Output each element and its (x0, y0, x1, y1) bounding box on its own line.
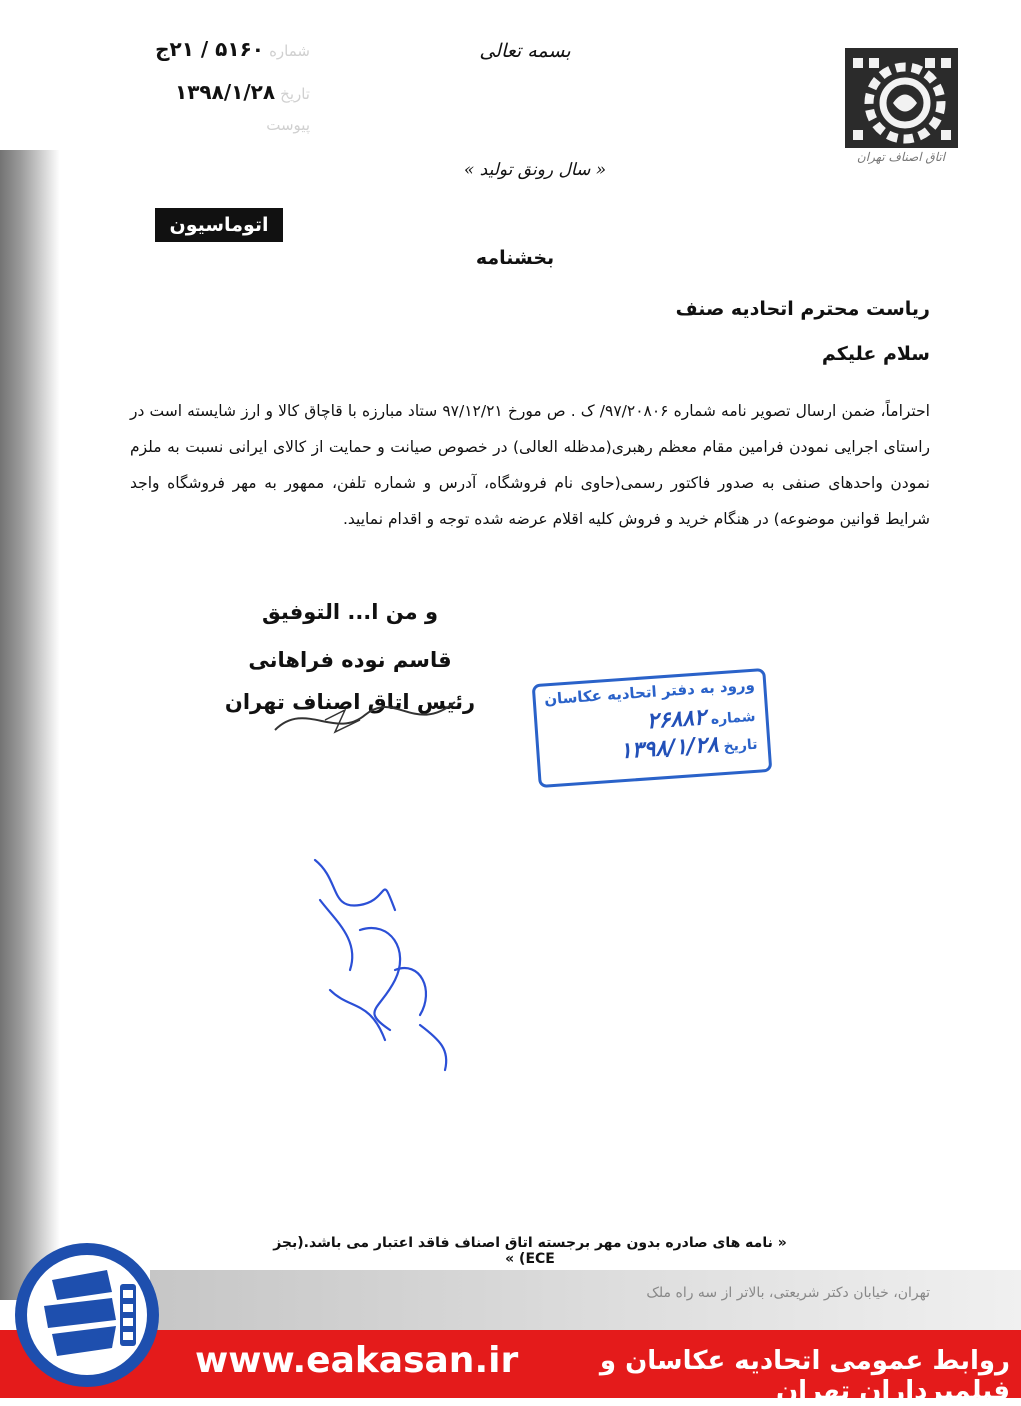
closing-phrase: و من ا... التوفیق (261, 600, 439, 624)
footer-address: تهران، خیابان دکتر شریعتی، بالاتر از سه راه ملک (646, 1285, 930, 1301)
stamp-number-value: ۲۶۸۸۲ (645, 705, 707, 735)
chamber-logo (845, 48, 958, 148)
date-value: ۱۳۹۸/۱/۲۸ (174, 80, 276, 104)
attachment-label: پیوست (266, 116, 310, 134)
website-link[interactable]: www.eakasan.ir (195, 1340, 519, 1381)
date-label: تاریخ (280, 85, 310, 103)
year-slogan: « سال رونق تولید » (463, 160, 607, 180)
scan-shadow (0, 150, 60, 1300)
letter-date (140, 80, 310, 104)
union-logo-icon (12, 1240, 162, 1390)
stamp-date-label: تاریخ (723, 736, 758, 756)
received-stamp (532, 668, 773, 788)
salutation: سلام علیکم (821, 343, 930, 365)
signer-name: قاسم نوده فراهانی (248, 648, 452, 672)
letter-attachment (140, 115, 310, 134)
number-value: ۵۱۶۰ / ۲۱ج (155, 37, 264, 61)
handwritten-signature (265, 690, 465, 745)
addressee: ریاست محترم اتحادیه صنف (675, 298, 930, 320)
stamp-date-value: ۱۳۹۸/۱/۲۸ (619, 732, 720, 765)
banner-organization: روابط عمومی اتحادیه عکاسان و فیلمبرداران تهران (599, 1346, 1010, 1406)
office-automation-tag: اتوماسیون اداری (155, 208, 283, 242)
page-title: بخشنامه (475, 247, 555, 269)
footer-note: « نامه های صادره بدون مهر برجسته اتاق اصناف فاقد اعتبار می باشد.(بجز ECE) » (273, 1235, 787, 1267)
stamp-title: ورود به دفتر اتحادیه عکاسان (543, 675, 756, 709)
stamp-number-label: شماره (710, 708, 757, 728)
bismillah: بسمه تعالی (479, 40, 571, 62)
number-label: شماره (269, 42, 310, 60)
handwritten-note (300, 850, 470, 1080)
signer-position: رئیس اتاق اصناف تهران (224, 690, 476, 714)
logo-caption: اتاق اصناف تهران (856, 150, 946, 164)
letter-body: احتراماً، ضمن ارسال تصویر نامه شماره ۹۷/۲۰۸۰۶/ ک . ص مورخ ۹۷/۱۲/۲۱ ستاد مبارزه با قاچاق کالا و ارز شایسته است در راستای اجرایی نمودن فرامین مقام معظم رهبری(مدظله العالی) در خصوص صیانت و حمایت از کالای ایرانی نسبت به ملزم نمودن واحدهای صنفی به صدور فاکتور رسمی(حاوی نام فروشگاه، آدرس و شماره تلفن، ممهور به مهر فروشگاه واجد شرایط قوانین موضوعه) در هنگام خرید و فروش کلیه اقلام عرضه شده توجه و اقدام نمایید. (130, 402, 930, 528)
gear-logo-icon (845, 48, 958, 148)
letter-number (140, 37, 310, 61)
